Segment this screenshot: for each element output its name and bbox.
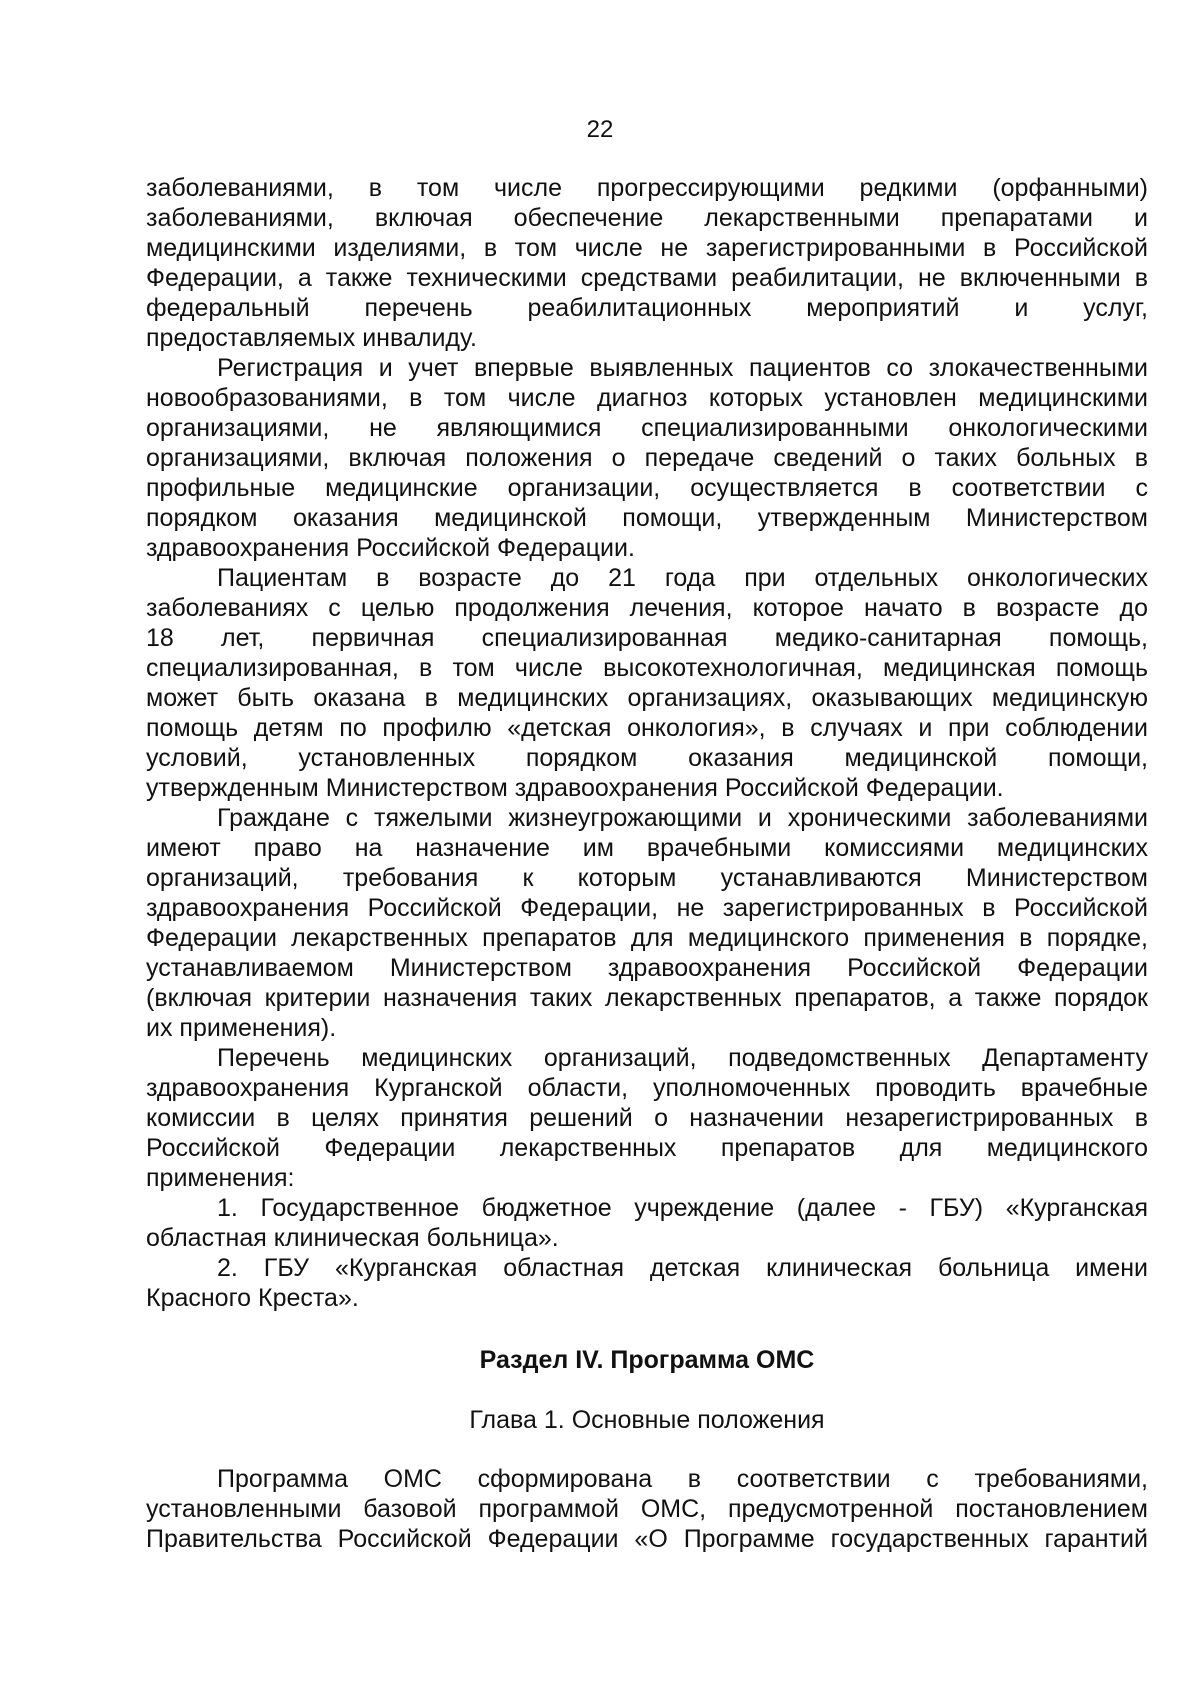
text-line: медицинскими изделиями, в том числе не зарегистрированными в Российской	[146, 234, 1148, 262]
text-line: (включая критерии назначения таких лекарственных препаратов, а также порядок	[146, 984, 1148, 1012]
paragraph-citizens-rights	[146, 803, 1148, 1043]
text-line: может быть оказана в медицинских организациях, оказывающих медицинскую	[146, 684, 1148, 712]
text-line: организациями, не являющимися специализированными онкологическими	[146, 414, 1148, 442]
paragraph-continuation	[146, 173, 1148, 353]
text-line: 18 лет, первичная специализированная медико-санитарная помощь,	[146, 624, 1148, 652]
text-line: применения:	[146, 1164, 295, 1192]
text-line: организаций, требования к которым устанавливаются Министерством	[146, 864, 1148, 892]
text-line: Красного Креста».	[146, 1284, 359, 1312]
text-line: их применения).	[146, 1014, 337, 1042]
text-line: 2. ГБУ «Курганская областная детская клиническая больница имени	[217, 1254, 1148, 1282]
paragraph-patients-under-21	[146, 563, 1148, 803]
text-line: Правительства Российской Федерации «О Программе государственных гарантий	[146, 1525, 1148, 1553]
text-line: Регистрация и учет впервые выявленных пациентов со злокачественными	[217, 354, 1148, 382]
text-line: утвержденным Министерством здравоохранения Российской Федерации.	[146, 774, 1004, 802]
text-line: порядком оказания медицинской помощи, утвержденным Министерством	[146, 504, 1148, 532]
text-line: заболеваниях с целью продолжения лечения, которое начато в возрасте до	[146, 594, 1148, 622]
text-line: здравоохранения Курганской области, уполномоченных проводить врачебные	[146, 1074, 1148, 1102]
text-line: Федерации, а также техническими средствами реабилитации, не включенными в	[146, 264, 1148, 292]
text-line: Перечень медицинских организаций, подведомственных Департаменту	[217, 1044, 1148, 1072]
text-line: организациями, включая положения о передаче сведений о таких больных в	[146, 444, 1148, 472]
text-line: здравоохранения Российской Федерации, не зарегистрированных в Российской	[146, 894, 1148, 922]
text-line: Пациентам в возрасте до 21 года при отдельных онкологических	[217, 564, 1148, 592]
paragraph-program-oms	[146, 1464, 1148, 1554]
page-number: 22	[586, 116, 614, 143]
text-line: устанавливаемом Министерством здравоохранения Российской Федерации	[146, 954, 1148, 982]
text-line: условий, установленных порядком оказания медицинской помощи,	[146, 744, 1148, 772]
paragraph-organizations-list-intro	[146, 1043, 1148, 1193]
text-line: помощь детям по профилю «детская онкология», в случаях и при соблюдении	[146, 714, 1148, 742]
text-line: профильные медицинские организации, осуществляется в соответствии с	[146, 474, 1148, 502]
text-line: Граждане с тяжелыми жизнеугрожающими и хроническими заболеваниями	[217, 804, 1148, 832]
text-line: новообразованиями, в том числе диагноз которых установлен медицинскими	[146, 384, 1148, 412]
text-line: специализированная, в том числе высокотехнологичная, медицинская помощь	[146, 654, 1148, 682]
text-line: установленными базовой программой ОМС, предусмотренной постановлением	[146, 1495, 1148, 1523]
list-item	[146, 1193, 1148, 1253]
body-text	[146, 173, 1148, 1554]
text-line: имеют право на назначение им врачебными комиссиями медицинских	[146, 834, 1148, 862]
paragraph-registration	[146, 353, 1148, 563]
text-line: областная клиническая больница».	[146, 1224, 559, 1252]
text-line: заболеваниями, включая обеспечение лекарственными препаратами и	[146, 204, 1148, 232]
text-line: комиссии в целях принятия решений о назначении незарегистрированных в	[146, 1104, 1148, 1132]
text-line: Федерации лекарственных препаратов для медицинского применения в порядке,	[146, 924, 1148, 952]
text-line: предоставляемых инвалиду.	[146, 324, 477, 352]
text-line: федеральный перечень реабилитационных мероприятий и услуг,	[146, 294, 1148, 322]
text-line: здравоохранения Российской Федерации.	[146, 534, 635, 562]
text-line: 1. Государственное бюджетное учреждение (далее - ГБУ) «Курганская	[217, 1194, 1148, 1222]
text-line: Программа ОМС сформирована в соответствии с требованиями,	[217, 1465, 1148, 1493]
section-title: Раздел IV. Программа ОМС	[479, 1346, 815, 1374]
chapter-title: Глава 1. Основные положения	[469, 1406, 825, 1434]
text-line: Российской Федерации лекарственных препаратов для медицинского	[146, 1134, 1148, 1162]
text-line: заболеваниями, в том числе прогрессирующими редкими (орфанными)	[146, 174, 1148, 202]
list-item	[146, 1253, 1148, 1313]
